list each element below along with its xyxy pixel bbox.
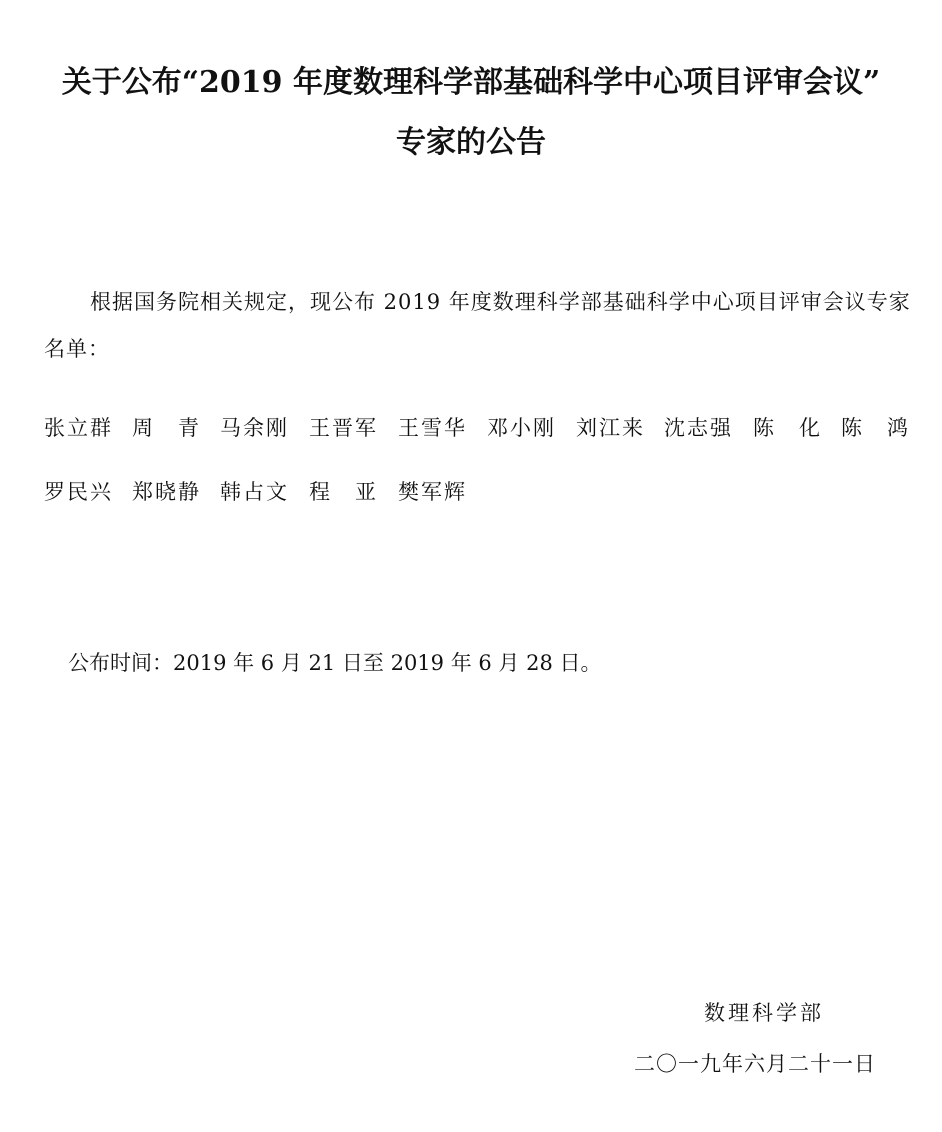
expert-name: 张立群 bbox=[44, 416, 113, 440]
signature-date: 二〇一九年六月二十一日 bbox=[634, 1052, 876, 1076]
expert-name: 陈 化 bbox=[753, 416, 822, 440]
expert-name: 郑晓静 bbox=[132, 480, 201, 504]
expert-name: 王雪华 bbox=[398, 416, 467, 440]
expert-name: 沈志强 bbox=[664, 416, 733, 440]
expert-name: 程 亚 bbox=[309, 480, 378, 504]
expert-name: 邓小刚 bbox=[487, 416, 556, 440]
signature-department: 数理科学部 bbox=[704, 1001, 824, 1025]
expert-name: 刘江来 bbox=[576, 416, 645, 440]
expert-name: 马余刚 bbox=[220, 416, 289, 440]
expert-name: 樊军辉 bbox=[398, 480, 467, 504]
expert-name: 周 青 bbox=[132, 416, 201, 440]
expert-names-row-1 bbox=[44, 412, 910, 442]
expert-name: 罗民兴 bbox=[44, 480, 113, 504]
intro-paragraph: 根据国务院相关规定，现公布 2019 年度数理科学部基础科学中心项目评审会议专家名单： bbox=[44, 290, 911, 361]
expert-name: 韩占文 bbox=[220, 480, 289, 504]
expert-name: 王晋军 bbox=[309, 416, 378, 440]
publication-period: 公布时间：2019 年 6 月 21 日至 2019 年 6 月 28 日。 bbox=[68, 651, 602, 675]
expert-name: 陈 鸿 bbox=[841, 416, 910, 440]
document-title-line-1: 关于公布“2019 年度数理科学部基础科学中心项目评审会议” bbox=[61, 65, 881, 100]
document-title-line-2: 专家的公告 bbox=[396, 125, 546, 160]
